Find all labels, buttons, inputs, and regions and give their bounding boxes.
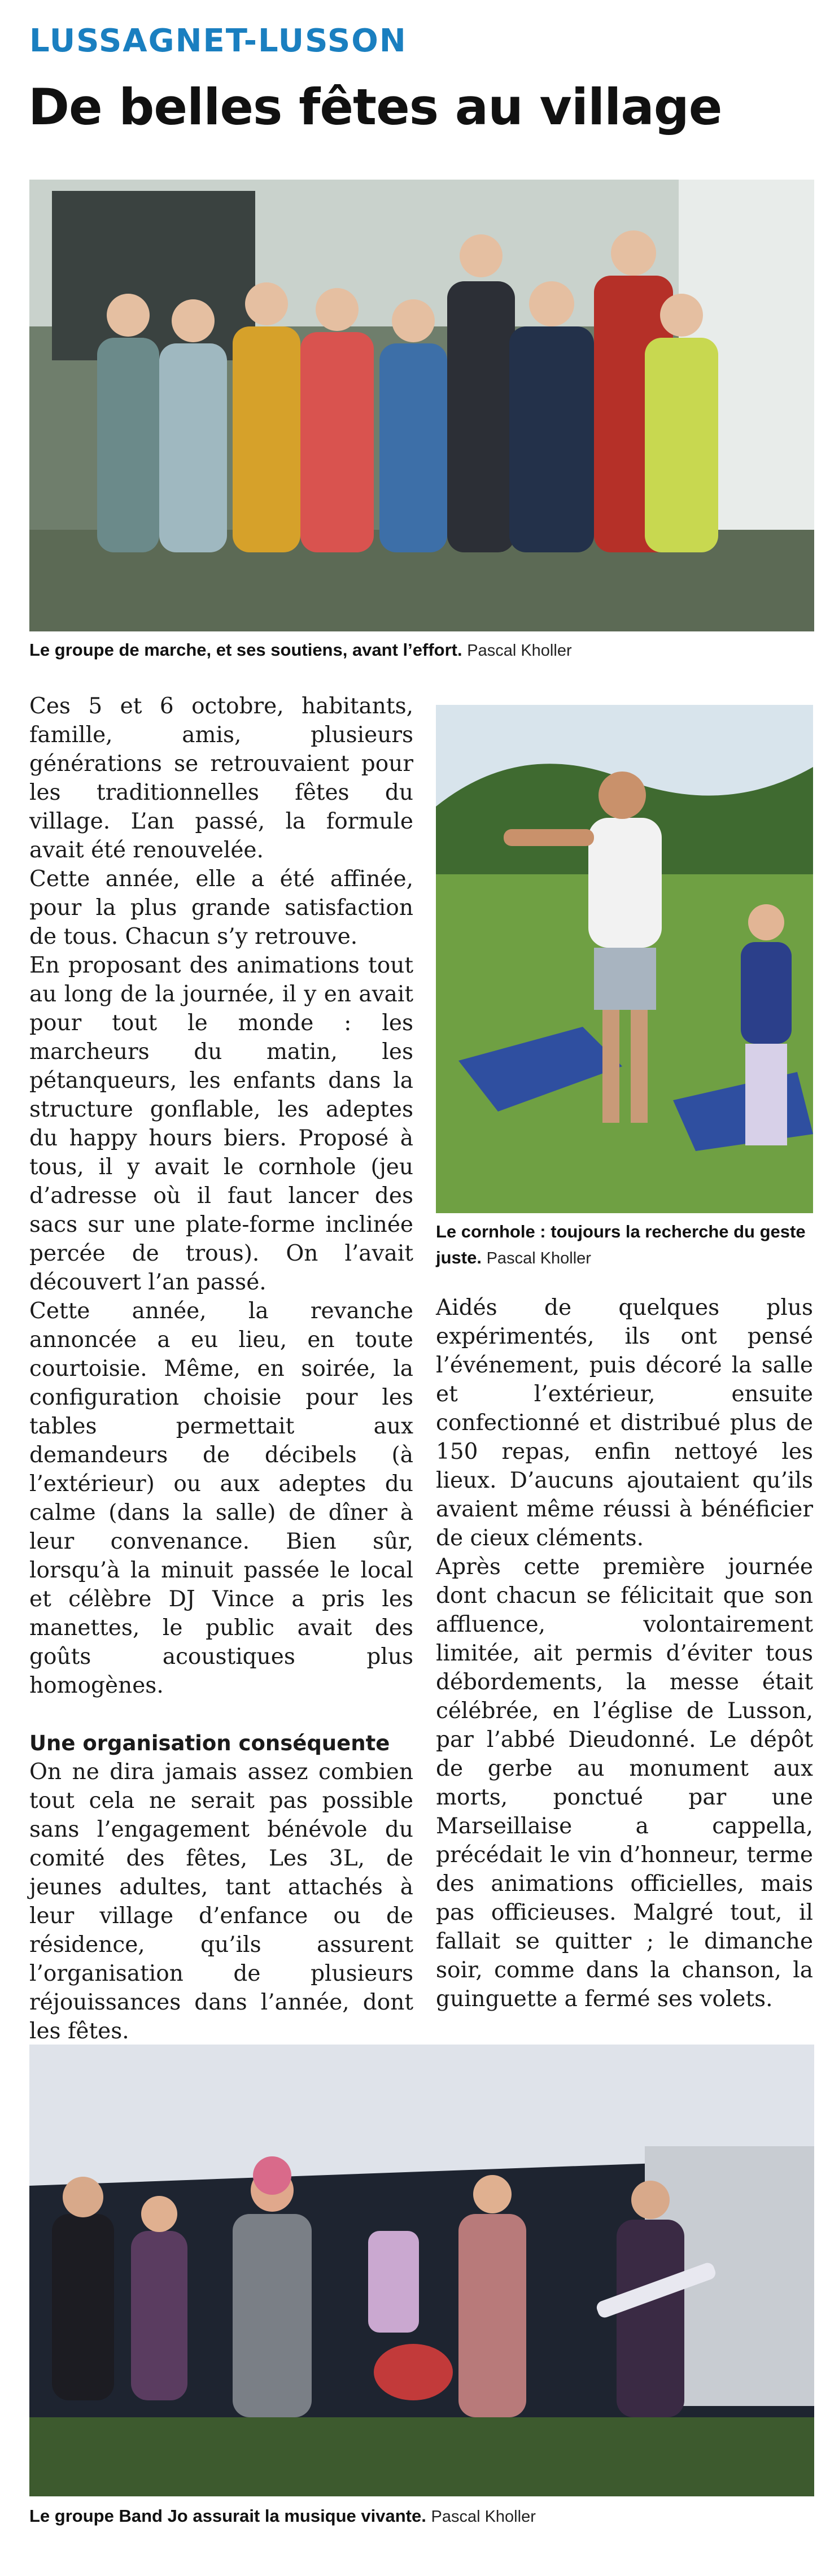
band-photo-credit: Pascal Kholler <box>431 2508 536 2526</box>
paragraph: Ces 5 et 6 octobre, habitants, famille, amis, plusieurs générations se retrouvaient pour les traditionnelles fêtes du village. L’an passé, la formule avait été renouvelée. <box>29 694 413 863</box>
cornhole-photo-caption <box>436 1219 813 1271</box>
band-photo-caption-text: Le groupe Band Jo assurait la musique vivante. <box>29 2506 426 2526</box>
cornhole-photo-credit: Pascal Kholler <box>486 1249 591 1267</box>
right-column <box>436 1293 813 2013</box>
paragraph: Après cette première journée dont chacun se félicitait que son affluence, volontairement limitée, ait permis d’éviter tous débordements, la messe était célébrée, en l’église de Lusson, par l’abbé Dieudonné. Le dépôt de gerbe au monument aux morts, ponctué par une Marseillaise a cappella, précédait le vin d’honneur, terme des animations officielles, mais pas officieuses. Malgré tout, il fallait se quitter ; le dimanche soir, comme dans la chanson, la guinguette a fermé ses volets. <box>436 1554 813 2012</box>
article-headline: De belles fêtes au village <box>28 78 722 136</box>
paragraph: Cette année, la revanche annoncée a eu lieu, en toute courtoisie. Même, en soirée, la configuration choisie pour les tables permettait aux demandeurs de décibels (à l’extérieur) ou aux adeptes du calme (dans la salle) de dîner à leur convenance. Bien sûr, lorsqu’à la minuit passée le local et célèbre DJ Vince a pris les manettes, le public avait des goûts acoustiques plus homogènes. <box>29 1298 413 1698</box>
band-photo-caption <box>29 2503 814 2530</box>
paragraph: Cette année, elle a été affinée, pour la plus grande satisfaction de tous. Chacun s’y retrouve. <box>29 866 413 949</box>
group-photo-caption-text: Le groupe de marche, et ses soutiens, avant l’effort. <box>29 640 462 660</box>
cornhole-photo <box>436 705 813 1213</box>
section-subhead: Une organisation conséquente <box>29 1731 390 1755</box>
band-photo <box>29 2045 814 2496</box>
cornhole-photo-caption-text: Le cornhole : toujours la recherche du geste juste. <box>436 1222 806 1267</box>
group-photo-caption <box>29 637 814 664</box>
group-photo-credit: Pascal Kholler <box>467 642 572 660</box>
paragraph: En proposant des animations tout au long de la journée, il y en avait pour tout le monde : les marcheurs du matin, les pétanqueurs, les enfants dans la structure gonflable, les adeptes du happy hours biers. Proposé à tous, il y avait le cornhole (jeu d’adresse où il faut lancer des sacs sur une plate-forme inclinée percée de trous). On l’avait découvert l’an passé. <box>29 953 413 1295</box>
group-photo <box>29 180 814 631</box>
paragraph: Aidés de quelques plus expérimentés, ils ont pensé l’événement, puis décoré la salle et l’extérieur, ensuite confectionné et distribué plus de 150 repas, enfin nettoyé les lieux. D’aucuns ajoutaient qu’ils avaient même réussi à bénéficier de cieux cléments. <box>436 1295 813 1551</box>
paragraph: On ne dira jamais assez combien tout cela ne serait pas possible sans l’engagement bénévole du comité des fêtes, Les 3L, de jeunes adultes, tant attachés à leur village d’enfance ou de résidence, qu’ils assurent l’organisation de plusieurs réjouissances dans l’année, dont les fêtes. <box>29 1759 413 2044</box>
left-column <box>29 692 413 2046</box>
article-kicker: LUSSAGNET-LUSSON <box>29 23 407 59</box>
